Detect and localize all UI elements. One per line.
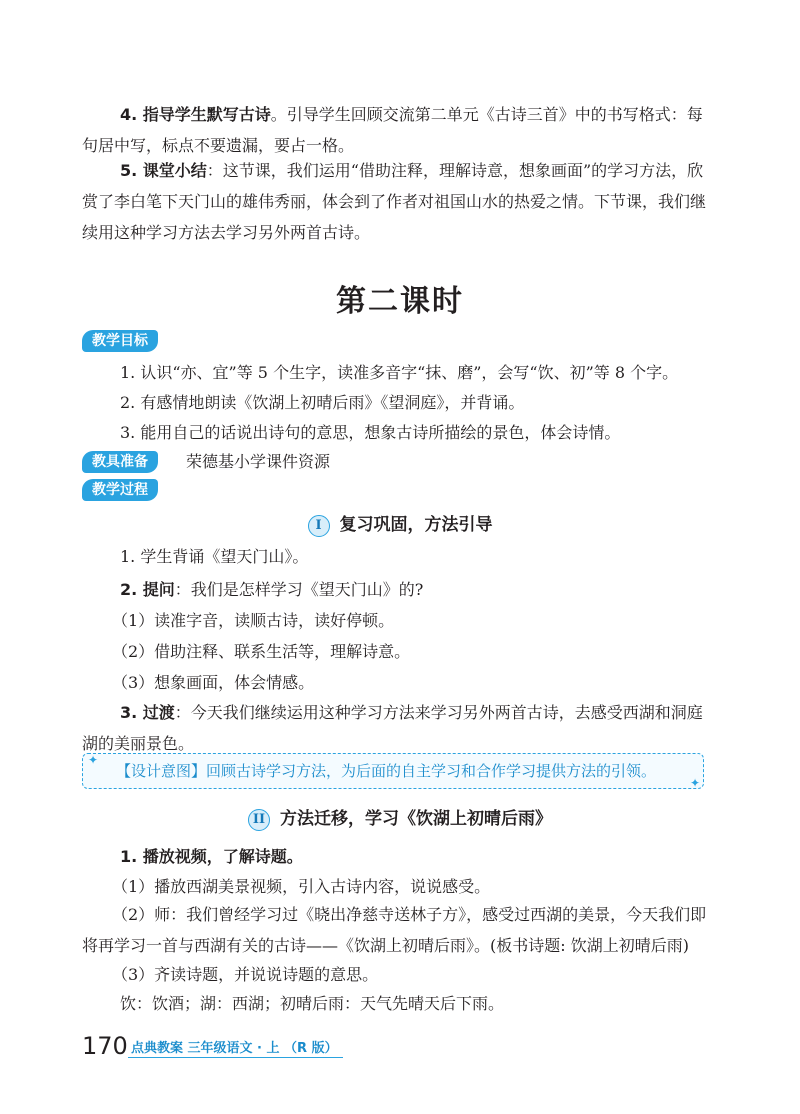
tag-teaching-process: 教学过程 xyxy=(82,479,158,501)
summary-label: 5. 课堂小结 xyxy=(120,161,207,180)
paragraph-step4 xyxy=(82,99,712,161)
corner-ornament-icon: ✦ xyxy=(690,776,701,790)
transition-text: ：今天我们继续运用这种学习方法来学习另外两首古诗，去感受西湖和洞庭湖的美丽景色。 xyxy=(82,703,703,753)
question-text: ：我们是怎样学习《望天门山》的? xyxy=(174,580,424,599)
design-intent-text: 【设计意图】回顾古诗学习方法，为后面的自主学习和合作学习提供方法的引领。 xyxy=(116,762,657,780)
step4-text: 。引导学生回顾交流第二单元《古诗三首》中的书写格式：每句居中写，标点不要遗漏，要占一格。 xyxy=(82,105,703,155)
goal-item-2: 2. 有感情地朗读《饮湖上初晴后雨》《望洞庭》，并背诵。 xyxy=(120,393,525,412)
paragraph-summary xyxy=(82,155,712,248)
section-number-badge: II xyxy=(248,809,270,831)
review-item-2 xyxy=(120,578,423,602)
goal-item-3: 3. 能用自己的话说出诗句的意思，想象古诗所描绘的景色，体会诗情。 xyxy=(120,423,621,442)
transfer-item-1: 1. 播放视频，了解诗题。 xyxy=(120,847,303,866)
tag-teaching-goals: 教学目标 xyxy=(82,330,158,352)
title-gloss: 饮：饮酒；湖：西湖；初晴后雨：天气先晴天后下雨。 xyxy=(120,994,505,1013)
transfer-sub-2: （2）师：我们曾经学习过《晓出净慈寺送林子方》，感受过西湖的美景，今天我们即将再学习一首与西湖有关的古诗——《饮湖上初晴后雨》。(板书诗题: 饮湖上初晴后雨) xyxy=(82,905,707,955)
question-label: 2. 提问 xyxy=(120,580,175,599)
section-title: 复习巩固，方法引导 xyxy=(339,515,493,535)
teaching-aids-text: 荣德基小学课件资源 xyxy=(186,452,331,471)
goal-item-1: 1. 认识“亦、宜”等 5 个生字，读准多音字“抹、磨”，会写“饮、初”等 8 个字。 xyxy=(120,363,679,382)
summary-text: ：这节课，我们运用“借助注释，理解诗意，想象画面”的学习方法，欣赏了李白笔下天门山的雄伟秀丽，体会到了作者对祖国山水的热爱之情。下节课，我们继续用这种学习方法去学习另外两首古诗。 xyxy=(82,161,707,242)
transition-label: 3. 过渡 xyxy=(120,703,175,722)
section-heading-review xyxy=(0,510,800,537)
review-sub-1: （1）读准字音，读顺古诗，读好停顿。 xyxy=(112,611,395,630)
review-item-1: 1. 学生背诵《望天门山》。 xyxy=(120,547,309,566)
section-title: 方法迁移，学习《饮湖上初晴后雨》 xyxy=(280,809,552,829)
paragraph-transition xyxy=(82,697,712,759)
transfer-sub-3: （3）齐读诗题，并说说诗题的意思。 xyxy=(112,965,379,984)
footer-rule xyxy=(128,1057,343,1058)
review-sub-2: （2）借助注释、联系生活等，理解诗意。 xyxy=(112,642,411,661)
lesson-title: 第二课时 xyxy=(336,284,464,319)
section-heading-transfer xyxy=(0,804,800,831)
book-title: 点典教案 三年级语文 · 上 （R 版） xyxy=(131,1041,338,1056)
section-number-badge: I xyxy=(308,515,330,537)
corner-ornament-icon: ✦ xyxy=(88,753,99,767)
tag-teaching-aids: 教具准备 xyxy=(82,451,158,473)
transfer-sub-1: （1）播放西湖美景视频，引入古诗内容，说说感受。 xyxy=(112,877,491,896)
page-number: 170 xyxy=(82,1032,128,1060)
step4-label: 4. 指导学生默写古诗 xyxy=(120,105,271,124)
review-sub-3: （3）想象画面，体会情感。 xyxy=(112,673,315,692)
